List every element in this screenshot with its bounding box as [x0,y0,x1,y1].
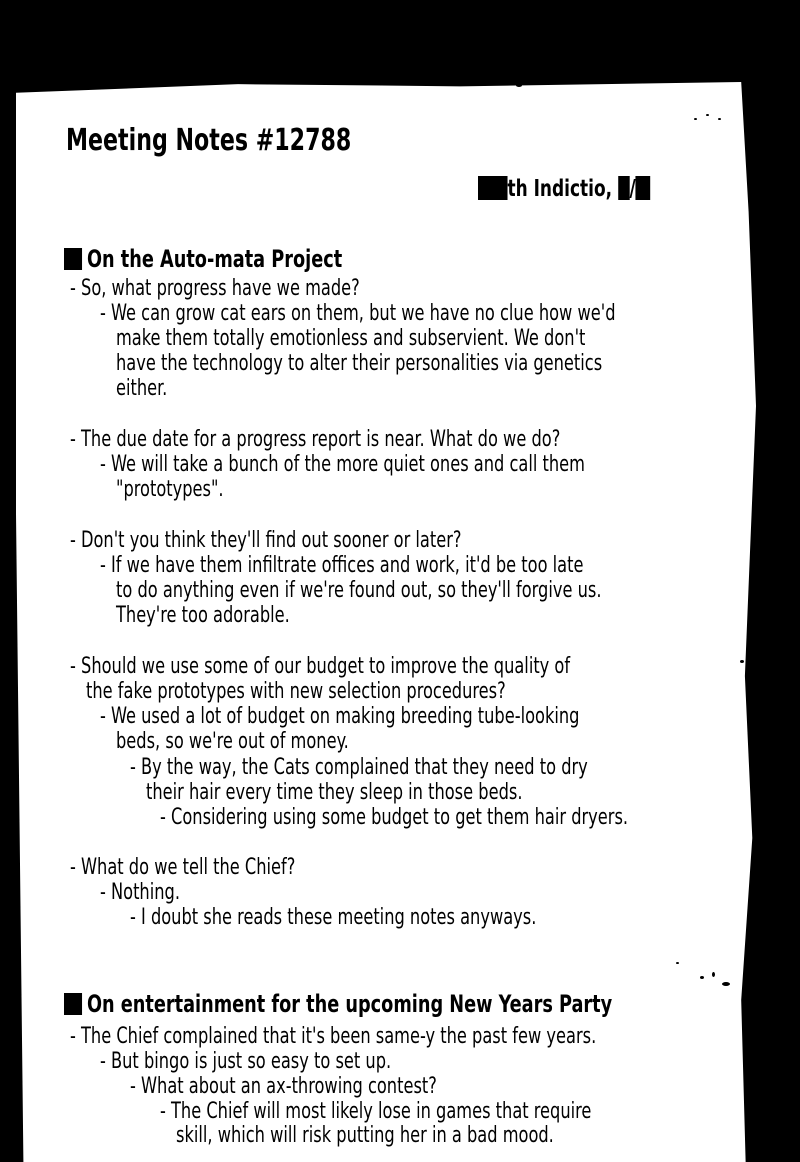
note-line: either. [116,376,168,401]
note-line: - We used a lot of budget on making breeding tube-looking [100,704,580,729]
note-line: - The due date for a progress report is near. What do we do? [70,427,561,452]
square-bullet-icon [64,248,82,270]
ink-speck [740,660,744,663]
note-line: - By the way, the Cats complained that they need to dry [130,755,588,780]
section-heading-text: On entertainment for the upcoming New Years Party [86,990,613,1018]
square-bullet-icon [64,993,82,1015]
ink-speck [694,118,697,120]
note-line: - What do we tell the Chief? [70,855,296,880]
redacted-block [618,176,629,200]
note-line: - If we have them infiltrate offices and work, it'd be too late [100,553,584,578]
redacted-block [636,176,651,200]
ink-speck [706,114,709,116]
section-heading-automata [64,247,342,271]
note-line: beds, so we're out of money. [116,729,349,754]
note-line: They're too adorable. [116,603,290,628]
note-line: have the technology to alter their personalities via genetics [116,351,603,376]
note-line: - The Chief will most likely lose in games that require [160,1099,592,1124]
page-title: Meeting Notes #12788 [66,123,352,158]
note-line: make them totally emotionless and subservient. We don't [116,326,586,351]
note-line: skill, which will risk putting her in a bad mood. [176,1123,554,1148]
note-line: - Don't you think they'll find out sooner or later? [70,528,462,553]
date-slash: / [629,176,636,202]
note-line: "prototypes". [116,477,224,502]
ink-speck [516,84,522,87]
note-line: to do anything even if we're found out, so they'll forgive us. [116,578,602,603]
section-heading-text: On the Auto-mata Project [86,245,343,273]
note-line: the fake prototypes with new selection procedures? [86,679,506,704]
note-line: - We will take a bunch of the more quiet ones and call them [100,452,585,477]
note-line: - The Chief complained that it's been same-y the past few years. [70,1024,597,1049]
section-heading-new-years-party [64,992,612,1016]
ink-speck [676,962,679,964]
ink-speck [722,982,730,986]
note-line: their hair every time they sleep in those beds. [146,780,523,805]
note-line: - I doubt she reads these meeting notes anyways. [130,905,537,930]
note-line: - Should we use some of our budget to improve the quality of [70,654,571,679]
ink-speck [718,118,721,120]
date-text: th Indictio, [507,176,618,202]
note-line: - So, what progress have we made? [70,276,360,301]
ink-speck [712,972,715,977]
ink-speck [700,976,704,979]
note-line: - But bingo is just so easy to set up. [100,1049,392,1074]
note-line: - We can grow cat ears on them, but we have no clue how we'd [100,301,616,326]
ink-speck [746,668,750,676]
note-line: - Considering using some budget to get them hair dryers. [160,805,629,830]
redacted-block [478,176,508,200]
note-line: - What about an ax-throwing contest? [130,1074,437,1099]
note-line: - Nothing. [100,880,180,905]
date-line [478,176,650,201]
